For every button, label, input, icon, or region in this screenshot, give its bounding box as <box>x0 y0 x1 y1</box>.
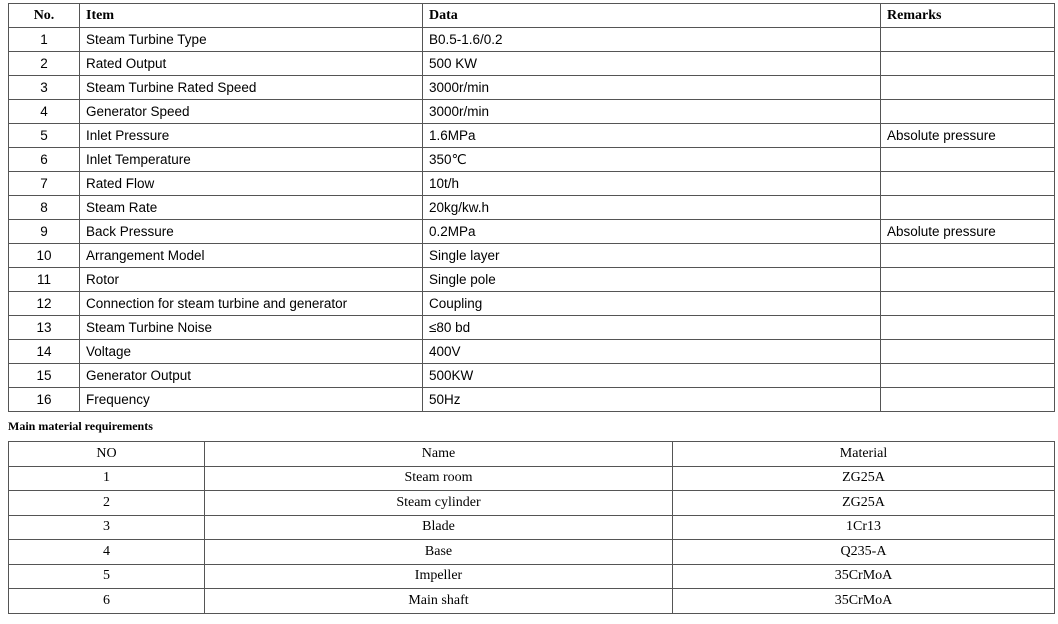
spec-row-no-cell: 7 <box>9 172 80 196</box>
materials-row-name-cell: Blade <box>205 515 673 540</box>
spec-table-body <box>9 28 1055 412</box>
spec-row-item-cell: Frequency <box>80 388 423 412</box>
spec-row-remarks-cell: Absolute pressure <box>881 220 1055 244</box>
spec-row-remarks-cell <box>881 364 1055 388</box>
spec-row-data-cell: Single pole <box>423 268 881 292</box>
spec-header-item: Item <box>80 4 423 28</box>
materials-row-material-cell: 35CrMoA <box>673 564 1055 589</box>
materials-row-name-cell: Base <box>205 540 673 565</box>
spec-row-data-cell: Single layer <box>423 244 881 268</box>
spec-row <box>9 244 1055 268</box>
materials-row-name-cell: Steam cylinder <box>205 491 673 516</box>
spec-row-remarks-cell <box>881 28 1055 52</box>
spec-row-item-cell: Steam Turbine Type <box>80 28 423 52</box>
spec-row <box>9 292 1055 316</box>
spec-row-item-cell: Steam Turbine Noise <box>80 316 423 340</box>
spec-row-remarks-cell <box>881 244 1055 268</box>
materials-header-no: NO <box>9 442 205 467</box>
spec-row <box>9 28 1055 52</box>
spec-row-data-cell: 10t/h <box>423 172 881 196</box>
spec-row-item-cell: Generator Output <box>80 364 423 388</box>
spec-row-item-cell: Steam Rate <box>80 196 423 220</box>
materials-row-material-cell: 1Cr13 <box>673 515 1055 540</box>
spec-row-item-cell: Inlet Temperature <box>80 148 423 172</box>
spec-row-data-cell: 1.6MPa <box>423 124 881 148</box>
spec-row-no-cell: 5 <box>9 124 80 148</box>
spec-row-no-cell: 16 <box>9 388 80 412</box>
spec-row-data-cell: B0.5-1.6/0.2 <box>423 28 881 52</box>
spec-row <box>9 388 1055 412</box>
materials-row-name-cell: Main shaft <box>205 589 673 614</box>
spec-row-remarks-cell: Absolute pressure <box>881 124 1055 148</box>
spec-header-data: Data <box>423 4 881 28</box>
spec-table <box>8 3 1055 412</box>
materials-row <box>9 564 1055 589</box>
spec-row-item-cell: Connection for steam turbine and generator <box>80 292 423 316</box>
materials-row <box>9 515 1055 540</box>
materials-row-material-cell: Q235-A <box>673 540 1055 565</box>
spec-row <box>9 124 1055 148</box>
materials-header-material: Material <box>673 442 1055 467</box>
spec-row-data-cell: 0.2MPa <box>423 220 881 244</box>
spec-row-data-cell: 400V <box>423 340 881 364</box>
materials-row-name-cell: Impeller <box>205 564 673 589</box>
spec-row-no-cell: 13 <box>9 316 80 340</box>
spec-row-no-cell: 1 <box>9 28 80 52</box>
materials-header-row <box>9 442 1055 467</box>
spec-row-no-cell: 10 <box>9 244 80 268</box>
materials-row-no-cell: 3 <box>9 515 205 540</box>
spec-row-remarks-cell <box>881 196 1055 220</box>
spec-row-no-cell: 9 <box>9 220 80 244</box>
spec-row-no-cell: 4 <box>9 100 80 124</box>
materials-row <box>9 466 1055 491</box>
spec-header-remarks: Remarks <box>881 4 1055 28</box>
spec-row-remarks-cell <box>881 388 1055 412</box>
spec-row <box>9 100 1055 124</box>
spec-row-item-cell: Rated Flow <box>80 172 423 196</box>
materials-row <box>9 540 1055 565</box>
spec-row-data-cell: 3000r/min <box>423 100 881 124</box>
spec-row-no-cell: 3 <box>9 76 80 100</box>
spec-row-data-cell: 350℃ <box>423 148 881 172</box>
spec-row-data-cell: 500 KW <box>423 52 881 76</box>
spec-row-remarks-cell <box>881 76 1055 100</box>
spec-row <box>9 172 1055 196</box>
spec-row-item-cell: Back Pressure <box>80 220 423 244</box>
spec-row-remarks-cell <box>881 268 1055 292</box>
materials-row-no-cell: 1 <box>9 466 205 491</box>
materials-row <box>9 491 1055 516</box>
spec-row-data-cell: 50Hz <box>423 388 881 412</box>
materials-row-no-cell: 4 <box>9 540 205 565</box>
materials-row-material-cell: 35CrMoA <box>673 589 1055 614</box>
spec-row-no-cell: 6 <box>9 148 80 172</box>
spec-row-no-cell: 12 <box>9 292 80 316</box>
spec-header-no: No. <box>9 4 80 28</box>
materials-row-name-cell: Steam room <box>205 466 673 491</box>
spec-row <box>9 316 1055 340</box>
spec-row <box>9 52 1055 76</box>
spec-row-item-cell: Inlet Pressure <box>80 124 423 148</box>
spec-row-data-cell: ≤80 bd <box>423 316 881 340</box>
spec-row <box>9 76 1055 100</box>
spec-header-row <box>9 4 1055 28</box>
spec-row-no-cell: 2 <box>9 52 80 76</box>
materials-row-material-cell: ZG25A <box>673 466 1055 491</box>
materials-row-no-cell: 6 <box>9 589 205 614</box>
spec-row-item-cell: Rotor <box>80 268 423 292</box>
materials-header-name: Name <box>205 442 673 467</box>
spec-row <box>9 364 1055 388</box>
spec-row-data-cell: 20kg/kw.h <box>423 196 881 220</box>
materials-table-body <box>9 466 1055 613</box>
spec-row-remarks-cell <box>881 52 1055 76</box>
materials-row-material-cell: ZG25A <box>673 491 1055 516</box>
spec-row-no-cell: 8 <box>9 196 80 220</box>
materials-row-no-cell: 2 <box>9 491 205 516</box>
materials-row <box>9 589 1055 614</box>
spec-row-item-cell: Rated Output <box>80 52 423 76</box>
spec-row-remarks-cell <box>881 100 1055 124</box>
spec-row <box>9 220 1055 244</box>
spec-row-item-cell: Steam Turbine Rated Speed <box>80 76 423 100</box>
spec-row-remarks-cell <box>881 316 1055 340</box>
spec-row-remarks-cell <box>881 148 1055 172</box>
spec-row <box>9 340 1055 364</box>
spec-row-remarks-cell <box>881 172 1055 196</box>
spec-row-item-cell: Arrangement Model <box>80 244 423 268</box>
spec-row-data-cell: Coupling <box>423 292 881 316</box>
spec-row <box>9 148 1055 172</box>
spec-row-no-cell: 11 <box>9 268 80 292</box>
materials-table <box>8 441 1055 614</box>
spec-row-data-cell: 3000r/min <box>423 76 881 100</box>
spec-row <box>9 268 1055 292</box>
spec-row-item-cell: Generator Speed <box>80 100 423 124</box>
materials-heading: Main material requirements <box>8 419 153 433</box>
materials-row-no-cell: 5 <box>9 564 205 589</box>
spec-row-item-cell: Voltage <box>80 340 423 364</box>
spec-row-remarks-cell <box>881 292 1055 316</box>
spec-row <box>9 196 1055 220</box>
spec-row-no-cell: 14 <box>9 340 80 364</box>
spec-row-no-cell: 15 <box>9 364 80 388</box>
spec-row-data-cell: 500KW <box>423 364 881 388</box>
spec-row-remarks-cell <box>881 340 1055 364</box>
